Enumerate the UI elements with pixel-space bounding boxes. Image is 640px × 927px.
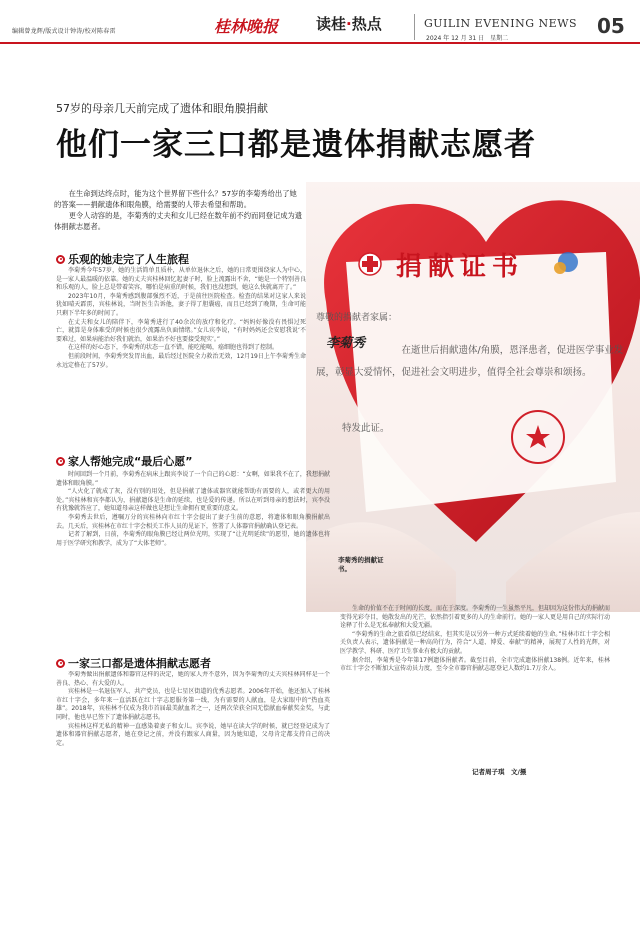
certificate-photo <box>306 182 640 612</box>
certificate-title: 捐献证书 <box>396 252 525 282</box>
certificate-salutation: 尊敬的捐献者家属： <box>316 313 398 323</box>
section-dot: · <box>346 15 352 33</box>
paragraph: 李菊秀今年57岁，她的生活简单且质朴，从单位退休之后，她的日常更围绕家人为中心，是一家人最温暖的依靠。她的丈夫宾桂林回忆起妻子时，脸上流露出不舍，“她是一个特别善良和乐观的人，脸上总是带着笑容，哪怕是病重的时候，我们也没想到，她这么快就离开了。” <box>56 267 306 292</box>
editor-credits: 编辑曾龙辉/版式设计钟涛/校对陈春雷 <box>12 28 116 35</box>
section-heading-1 <box>56 251 189 267</box>
section-name-b: 热点 <box>351 15 382 33</box>
section-heading-text: 家人帮她完成“最后心愿” <box>68 455 193 468</box>
photo-caption: 李菊秀的捐献证书。 <box>338 556 384 573</box>
masthead-divider <box>414 14 415 40</box>
section-name-a: 读桂 <box>316 15 347 33</box>
paragraph: 2023年10月，李菊秀感到腹部强烈不适，于是前往医院检查。检查的结果对这家人来说犹如晴天霹雳，宾桂林说，当时医生告诉他，妻子得了胆囊癌，而且已经到了晚期，生命可能只剩下半年多的时间了。 <box>56 292 306 317</box>
hand-right <box>506 512 640 612</box>
paragraph: 时间回到一个月前，李菊秀在病床上跟宾李说了一个自己的心愿：“女啊，如果我不在了，我想捐献遗体和眼角膜。” <box>56 471 330 487</box>
paragraph: 据介绍，李菊秀是今年第17例遗体捐献者。截至目前，全市完成遗体捐献138例。近年来，桂林市红十字会不断加大宣传动员力度，至今全市器官捐献志愿登记人数约1.7万余人。 <box>340 656 610 673</box>
paragraph: 李菊秀去世后，遵嘱万分的宾桂林向市红十字会提出了妻子生前的意愿，将遗体和眼角膜捐献出去。几天后，宾桂林在市红十字会相关工作人员的见证下，签署了人体器官捐献确认登记表。 <box>56 513 330 530</box>
paragraph: 生命的价值不在于时间的长度，而在于深度。李菊秀的一生虽然平凡，但却因为这份伟大的捐献而变得光彩夺目，她散发出的光芒，依然指引着更多的人的生命前行。她的一家人更是用自己的实际行动诠释了什么是无私奉献和大爱无疆。 <box>340 605 611 630</box>
paragraph: 在这样的好心态下，李菊秀的状态一直不错，能吃能喝，癌细胞也得到了控制。 <box>68 344 279 352</box>
certificate-body: 在逝世后捐献遗体/角膜，恩泽患者，促进医学事业发展，彰显大爱情怀，促进社会文明进步，值得全社会尊崇和颂扬。 <box>316 345 624 378</box>
section-heading-2 <box>56 453 192 469</box>
paragraph: 但前段时间，李菊秀突发胃出血，最后经过医院全力救治无效，12月19日上午李菊秀生命永远定格在了57岁。 <box>56 352 306 369</box>
paragraph: 记者了解到，日前，李菊秀的眼角膜已经让两位光明，实现了“让光明延续”的愿望，她的遗体也将用于医学研究和教学，成为了“大体老师”。 <box>56 531 330 547</box>
certificate-closing: 特发此证。 <box>342 423 390 434</box>
page-number: 05 <box>597 14 625 38</box>
section-body-2 <box>56 471 330 646</box>
paragraph: “李菊秀的生命之旅看似已经结束，但其实是以另外一种方式延续着她的生命。”桂林市红十字会相关负责人表示，遗体捐献是一种高尚行为，符合“人道、博爱、奉献”的精神，展现了人性的光辉，对医学教学、科研、医疗卫生事业有极大的贡献。 <box>340 630 610 655</box>
masthead <box>0 0 640 44</box>
bullet-circle-icon <box>56 457 65 466</box>
article-lead <box>54 188 304 232</box>
issue-date: 2024 年 12 月 31 日 星期二 <box>426 35 509 42</box>
paper-english-name: GUILIN EVENING NEWS <box>424 17 578 30</box>
section-body-3-col2 <box>340 605 610 755</box>
section-heading-3 <box>56 655 211 671</box>
paragraph: 李菊秀做出捐献遗体和器官这样的决定，她的家人并不意外，因为李菊秀的丈夫宾桂林同样是一个善良、热心、有大爱的人。 <box>56 671 330 687</box>
section-body-1 <box>56 267 306 444</box>
section-heading-text: 乐观的她走完了人生旅程 <box>68 253 189 266</box>
paragraph: “人火化了就成了灰，没有别的用处，但是捐献了遗体或器官就能帮助有需要的人，或者更大的用处。”宾桂林和宾李都认为，捐献遗体是生命的延续，也是爱的传递。所以在听到母亲的想法时，宾李没有犹豫就答应了，她知道母亲这样做也是想让生命拥有更重要的意义。 <box>56 488 330 513</box>
paragraph: 在丈夫和女儿的陪伴下，李菊秀进行了40余次的放疗和化疗。“妈妈好像没有畏惧过死亡，就算是身体难受的时候也很少流露出负面情绪。”女儿宾李说，“有时妈妈还会安慰我说‘不要难过，如果病能治好我们就治，如果治不好也要接受现实’。” <box>56 318 306 343</box>
section-body-3-col1 <box>56 671 330 767</box>
newspaper-logo: 桂林晚报 <box>214 17 279 36</box>
subheadline: 57岁的母亲几天前完成了遗体和眼角膜捐献 <box>56 102 268 115</box>
lead-paragraph: 在生命到达终点时，能为这个世界留下些什么？57岁的李菊秀给出了她的答案——捐献遗体和眼角膜，给需要的人带去希望和帮助。 <box>54 189 297 209</box>
byline: 记者周子琪 文/摄 <box>472 768 527 776</box>
bullet-circle-icon <box>56 255 65 264</box>
lead-paragraph: 更令人动容的是，李菊秀的丈夫和女儿已经在数年前不约而同登记成为遗体捐献志愿者。 <box>54 211 303 231</box>
headline: 他们一家三口都是遗体捐献志愿者 <box>56 127 536 163</box>
certificate-donor-name: 李菊秀 <box>326 336 366 351</box>
section-heading-text: 一家三口都是遗体捐献志愿者 <box>68 657 211 670</box>
paragraph: 宾桂林是一名退伍军人、共产党员，也是七星区街道的优秀志愿者。2006年开始，他还加入了桂林市红十字会，多年来一直活跃在红十字志愿服务第一线，为有需要的人献血，是大家眼中的“热血英雄”。2018年，宾桂林不仅成为我市首届最美献血者之一，还两次荣获全国无偿献血奉献奖金奖，与此同时，他也早已签下了遗体捐献志愿书。 <box>56 688 330 721</box>
paragraph: 宾桂林这样无私的精神一直感染着妻子和女儿。宾李说，她早在读大学的时候，就已经登记成为了遗体和器官捐献志愿者，她在登记之前，并没有跟家人商量，因为她知道，父母肯定都支持自己的决定。 <box>56 722 330 747</box>
section-name <box>316 13 382 34</box>
bullet-circle-icon <box>56 659 65 668</box>
